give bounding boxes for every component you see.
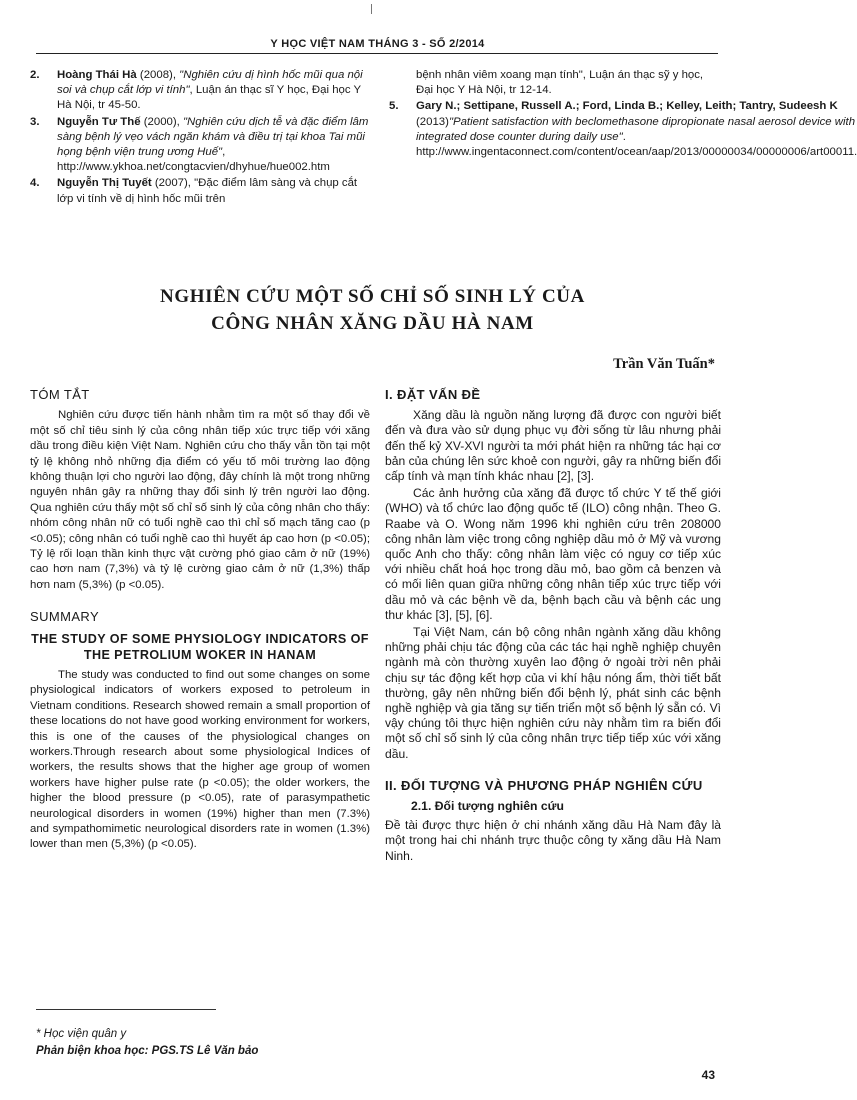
reference-title: "Nghiên cứu dịch tễ và đặc điểm lâm sàng bệnh lý vẹo vách ngăn khám và điều trị tại khoa Tai mũi họng bệnh viện trung ương Huế" [57,115,369,159]
reference-number [389,68,416,98]
header-rule [36,53,718,54]
reference-text [416,99,857,160]
reference-number: 5. [389,100,399,113]
reference-number: 4. [30,177,40,190]
reference-year: (2008), [136,69,180,81]
reference-text [57,176,370,206]
reference-source: , Luận án thạc sĩ Y học, Đại học Y Hà Nội, tr 45-50. [57,84,361,112]
reference-title: "Patient satisfaction with beclomethasone dipropionate nasal aerosol device with integrated dose counter during daily use" [416,115,856,143]
article-author: Trần Văn Tuấn* [613,356,715,372]
footnote [36,1026,258,1060]
article-title-line-1: NGHIÊN CỨU MỘT SỐ CHỈ SỐ SINH LÝ CỦA [160,286,585,307]
reference-author: Nguyễn Thị Tuyết [57,177,152,190]
summary-text: The study was conducted to find out some changes on some physiological indicators of workers exposed to petroleum in Vietnam conditions. Research showed remain a small proportion of these locations do not have good working environment for workers, this is one of the causes of the physiological changes on workers.Through research about some physiological Indices of workers, the results shows that the higher age group of women workers have higher pulse rate (p <0.05); the older workers, the higher the blood pressure (p <0.05), rate of parasympathetic neurological disorders in women (19%) higher than men (7.3%) and sympathomimetic neurological disorders rate in women (1.3%) lower than men (5,3%) (p <0.05). [30,668,370,851]
reference-number: 2. [30,69,40,81]
references-left [30,68,370,208]
reference-number: 3. [30,115,40,128]
reference-author: Gary N.; Settipane, Russell A.; Ford, Linda B.; Kelley, Leith; Tantry, Sudeesh K [416,100,838,113]
summary-heading: SUMMARY [30,609,100,625]
reference-author: Hoàng Thái Hà [57,69,137,81]
reference-text [57,115,370,176]
reference-year: (2013) [416,115,449,128]
reference-title: "Nghiên cứu dị hình hốc mũi qua nội soi và chụp cắt lớp vi tính" [57,69,363,97]
references-right [389,68,857,161]
summary-title: THE STUDY OF SOME PHYSIOLOGY INDICATORS OF THE PETROLIUM WOKER IN HANAM [31,631,369,663]
reference-text [57,68,370,114]
reference-4-continued [389,68,719,98]
spacer [30,593,370,609]
left-column [30,387,370,853]
running-header: Y HỌC VIỆT NAM THÁNG 3 - SỐ 2/2014 [270,38,485,50]
section-1-heading: I. ĐẶT VẤN ĐỀ [385,387,481,402]
reference-text: bệnh nhân viêm xoang mạn tính", Luận án thạc sỹ y học, Đại học Y Hà Nội, tr 12-14. [416,69,704,97]
reference-5 [389,99,857,160]
reference-source: "Đặc điểm lâm sàng và chụp cắt lớp vi tính về dị hình hốc mũi trên [57,177,358,205]
reference-4 [30,176,370,206]
page-number: 43 [701,1068,715,1082]
section-2-1-text: Đề tài được thực hiện ở chi nhánh xăng dầu Hà Nam đây là một trong hai chi nhánh trực thuộc công ty xăng dầu Hà Nam Ninh. [385,818,721,863]
section-1-paragraph: Xăng dầu là nguồn năng lượng đã được con người biết đến và đưa vào sử dụng phục vụ đời sống từ lâu nhưng phải đến thế kỷ XV-XVI người ta mới phát hiện ra những tác hại cơ bản của chúng lên sức khoẻ con người, gây ra những biến đổi cấp tính và mạn tính khác nhau [2], [3]. [385,408,721,484]
reference-2 [30,68,370,114]
footnote-affiliation: * Học viện quân y [36,1028,127,1040]
right-column [385,387,721,864]
footnote-reviewer: Phản biện khoa học: PGS.TS Lê Văn bảo [36,1045,259,1057]
reference-year: (2000), [140,115,183,128]
section-2-1-heading: 2.1. Đối tượng nghiên cứu [411,799,564,814]
abstract-text: Nghiên cứu được tiến hành nhằm tìm ra một số thay đổi về một số chỉ tiêu sinh lý của công nhân tiếp xúc trực tiếp với xăng dầu trong điều kiện Việt Nam. Nghiên cứu cho thấy vẫn tồn tại một tỷ lệ không nhỏ những địa điểm có yếu tố môi trường lao động không thuận lợi cho người lao động, đây chính là một trong những nguyên nhân gây ra những thay đổi sinh lý trên người lao động. Qua nghiên cứu thấy một số chỉ số sinh lý của công nhân cho thấy: nhóm công nhân nữ có tuổi nghề cao thì chỉ số mạch tăng cao (p <0.05); công nhân có tuổi nghề cao thì huyết áp cao hơn (p <0.05); Tỷ lệ rối loạn thần kinh thực vật cường phó giao cảm ở nữ (19%) cao hơn nam (7,3%) và tỷ lệ cường giao cảm ở nữ (1,3%) thấp hơn nam (5,3%) (p <0.05). [30,409,370,591]
reference-author: Nguyễn Tư Thế [57,115,141,128]
reference-source[interactable]: . http://www.ingentaconnect.com/content/ocean/aap/2013/00000034/00000006/art00011. [416,130,857,159]
article-title [40,283,705,337]
article-title-line-2: CÔNG NHÂN XĂNG DẦU HÀ NAM [211,313,534,334]
reference-3 [30,115,370,176]
section-1-paragraph: Tại Việt Nam, cán bộ công nhân ngành xăng dầu không những phải chịu tác động của các tác hại nghề nghiệp chuyên ngành mà còn thường xuyên lao động ở ngoài trời nên phải chịu sự tác động kết hợp của vi khí hậu nóng ẩm, thời tiết bất thường, gây nên những biến đổi bệnh lý, phát sinh các bệnh nghề nghiệp và gia tăng sự tiến triển một số bệnh lý sẵn có. Vì vậy chúng tôi thực hiện nghiên cứu này nhằm tìm ra biến đổi một số chỉ số sinh lý của công nhân trực tiếp tiếp xúc với xăng dầu. [385,625,721,761]
top-tick-mark [371,4,372,14]
abstract-heading: TÓM TẮT [30,387,90,402]
section-2-heading: II. ĐỐI TƯỢNG VÀ PHƯƠNG PHÁP NGHIÊN CỨU [385,777,703,793]
spacer [385,762,721,778]
footnote-rule [36,1009,216,1010]
reference-source[interactable]: , http://www.ykhoa.net/congtacvien/dhyhue/hue002.htm [57,146,330,174]
reference-year: (2007), [151,177,195,190]
section-1-paragraph: Các ảnh hưởng của xăng đã được tổ chức Y tế thế giới (WHO) và tổ chức lao động quốc tế (ILO) công nhận. Theo G. Raabe và O. Wong năm 1996 khi nghiên cứu trên 208000 công nhân làm việc trong công nghiệp dầu mỏ ở Mỹ và vương quốc Anh cho thấy: công nhân làm việc có nguy cơ tiếp xúc với nhiều chất hoá học trong dầu mỏ, bao gồm cả benzen và có mối liên quan giữa những công nhân tiếp xúc trực tiếp với dầu mỏ và các bệnh về da, bệnh bạch cầu và bệnh các ung thư khác [3], [5], [6]. [385,486,721,622]
